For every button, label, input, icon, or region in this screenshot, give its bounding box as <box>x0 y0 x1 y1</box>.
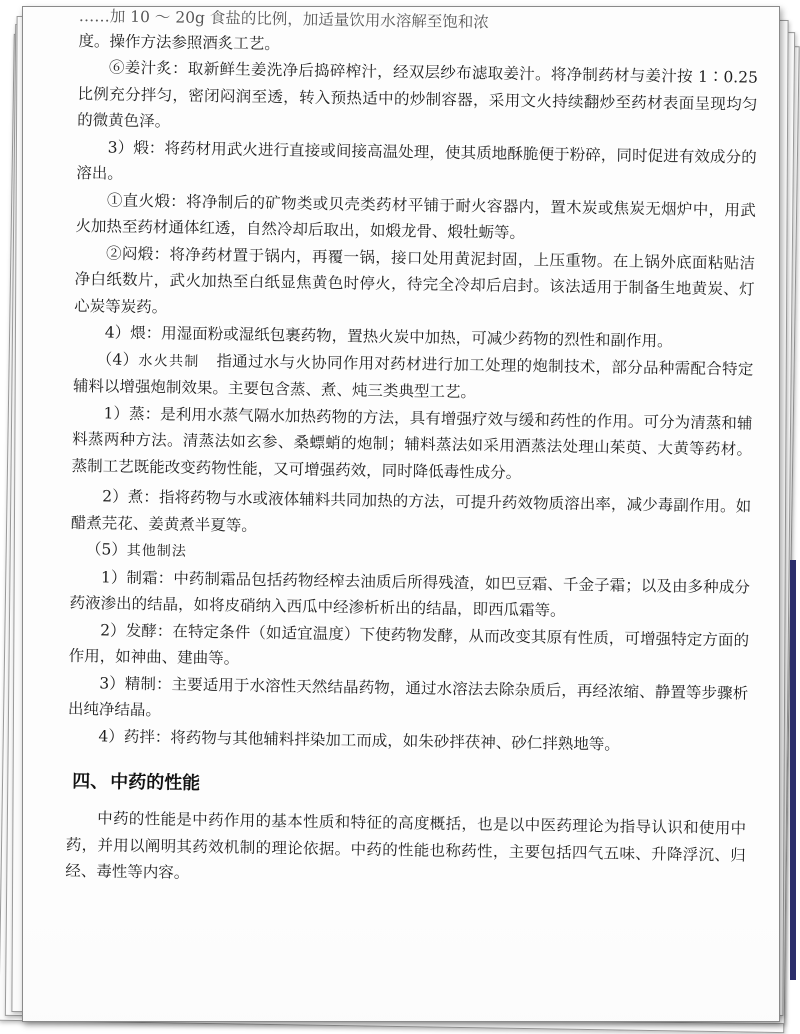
water-fire-number: （4） <box>96 349 139 369</box>
water-fire-heading: 水火共制 <box>138 352 200 370</box>
page-bottom-shade <box>23 911 779 1021</box>
paragraph-top-fragment: 度。操作方法参照酒炙工艺。 <box>78 31 281 53</box>
paragraph-calcining: 3）煅：将药材用武火进行直接或间接高温处理，使其质地酥脆便于粉碎，同时促进有效成分的溶出。 <box>76 137 757 183</box>
paragraph-steaming: 1）蒸：是利用水蒸气隔水加热药物的方法，具有增强疗效与缓和药性的作用。可分为清蒸和辅料蒸两种方法。清蒸法如玄参、桑螵蛸的炮制；辅料蒸法如采用酒蒸法处理山茱萸、大黄等药材。蒸制工艺既能改变药物性能，又可增强药效，同时降低毒性成分。 <box>71 403 753 482</box>
paragraph-frost: 1）制霜：中药制霜品包括药物经榨去油质后所得残渣，如巴豆霜、千金子霜；以及由多种成分药液渗出的结晶，如将皮硝纳入西瓜中经渗析析出的结晶，即西瓜霜等。 <box>69 567 751 620</box>
paragraph-fermentation: 2）发酵：在特定条件（如适宜温度）下使药物发酵，从而改变其原有性质，可增强特定方面的作用，如神曲、建曲等。 <box>68 620 750 668</box>
top-cut-text: ……加 10 ～ 20g 食盐的比例，加适量饮用水溶解至饱和浓 <box>78 6 489 32</box>
section-title: 中药的性能 <box>109 771 201 794</box>
book-spine-edge <box>790 560 796 980</box>
section-heading <box>67 767 747 808</box>
paragraph-properties: 中药的性能是中药作用的基本性质和特征的高度概括，也是以中医药理论为指导认识和使用中药，并用以阐明其药效机制的理论依据。中药的性能也称药性，主要包括四气五味、升降浮沉、归经、毒性等内容。 <box>65 809 747 882</box>
page-text <box>65 6 759 895</box>
paragraph-roasting-wrap: 4）煨：用湿面粉或湿纸包裹药物，置热火炭中加热，可减少药物的烈性和副作用。 <box>104 323 673 351</box>
paragraph-mixing: 4）药拌：将药物与其他辅料拌染加工而成，如朱砂拌茯神、砂仁拌熟地等。 <box>98 726 620 754</box>
paragraph-ginger-roasting: ⑥姜汁炙：取新鲜生姜洗净后捣碎榨汁，经双层纱布滤取姜汁。将净制药材与姜汁按 1∶0.25 比例充分拌匀，密闭闷润至透，转入预热适中的炒制容器，采用文火持续翻炒至药材表面呈现均匀的微黄色泽。 <box>77 58 759 131</box>
front-page <box>22 6 780 1022</box>
paragraph-water-fire <box>73 345 754 410</box>
section-number: 四、 <box>71 770 109 793</box>
paragraph-closed-calcining: ②闷煅：将净药材置于锅内，再覆一锅，接口处用黄泥封固，上压重物。在上锅外底面粘贴洁净白纸数片，武火加热至白纸显焦黄色时停火，待完全冷却后启封。该法适用于制备生地黄炭、灯心炭等炭药。 <box>74 243 756 316</box>
paragraph-direct-calcining: ①直火煅：将净制后的矿物类或贝壳类药材平铺于耐火容器内，置木炭或焦炭无烟炉中，用武火加热至药材通体红透，自然冷却后取出，如煅龙骨、煅牡蛎等。 <box>75 190 756 243</box>
other-methods-number: （5） <box>85 540 127 559</box>
other-methods-title: 其他制法 <box>126 542 187 560</box>
paragraph-boiling: 2）煮：指将药物与水或液体辅料共同加热的方法，可提升药效物质溶出率，减少毒副作用。如醋煮芫花、姜黄煮半夏等。 <box>70 487 752 535</box>
paragraph-refining: 3）精制：主要适用于水溶性天然结晶药物，通过水溶法去除杂质后，再经浓缩、静置等步骤析出纯净结晶。 <box>67 673 749 720</box>
water-fire-text: 指通过水与火协同作用对药材进行加工处理的炮制技术，部分品种需配合特定辅料以增强炮制效果。主要包含蒸、煮、炖三类典型工艺。 <box>72 351 754 402</box>
